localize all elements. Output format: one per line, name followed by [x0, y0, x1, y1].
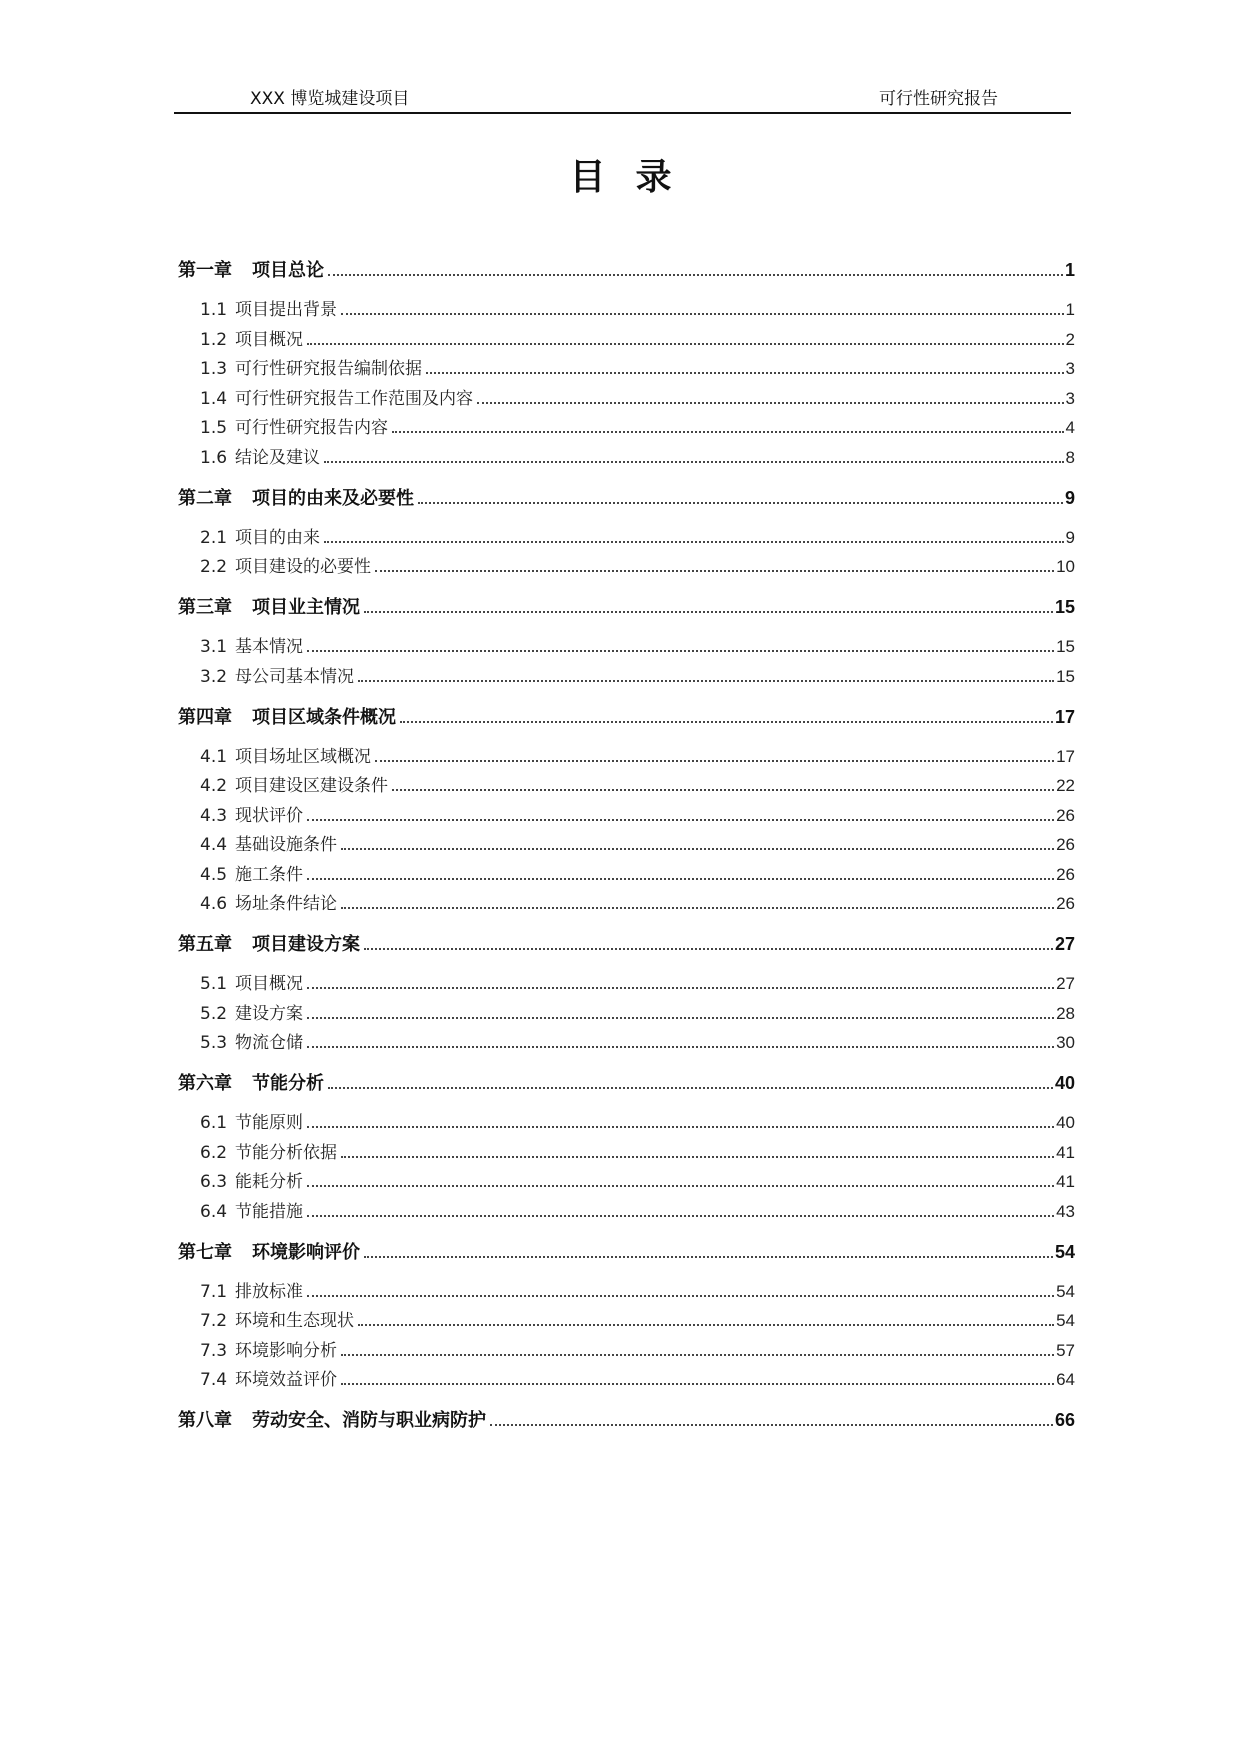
toc-entry-title: 节能原则	[235, 1113, 304, 1133]
toc-entry-title: 项目的由来	[235, 528, 321, 548]
toc-section-entry[interactable]	[200, 1368, 1075, 1392]
toc-page-number: 66	[1054, 1410, 1075, 1430]
header-report-type: 可行性研究报告	[879, 89, 998, 109]
toc-page-number: 26	[1056, 865, 1075, 884]
toc-chapter-entry[interactable]	[178, 1071, 1075, 1096]
toc-entry-number: 1.5	[200, 418, 228, 438]
toc-dot-leader	[341, 907, 1054, 909]
toc-entry-title: 项目建设方案	[252, 934, 360, 955]
toc-entry-title: 劳动安全、消防与职业病防护	[252, 1410, 486, 1431]
toc-entry-number: 1.2	[200, 330, 228, 350]
toc-entry-title: 建设方案	[235, 1004, 304, 1024]
toc-entry-number: 4.6	[200, 894, 228, 914]
toc-page-number: 43	[1056, 1202, 1075, 1221]
toc-entry-title: 母公司基本情况	[235, 667, 355, 687]
toc-entry-title: 环境影响评价	[252, 1242, 360, 1263]
toc-dot-leader	[307, 1126, 1054, 1128]
toc-page-number: 22	[1056, 776, 1075, 795]
toc-chapter-entry[interactable]	[178, 1408, 1075, 1433]
toc-chapter-entry[interactable]	[178, 258, 1075, 283]
toc-section-entry[interactable]	[200, 972, 1075, 996]
toc-dot-leader	[307, 1295, 1054, 1297]
toc-page-number: 9	[1065, 528, 1075, 547]
toc-dot-leader	[341, 1354, 1054, 1356]
toc-entry-number: 第八章	[178, 1410, 232, 1431]
toc-entry-number: 4.4	[200, 835, 228, 855]
toc-page-number: 54	[1054, 1242, 1075, 1262]
toc-entry-title: 基本情况	[235, 637, 304, 657]
toc-dot-leader	[307, 1185, 1054, 1187]
toc-dot-leader	[307, 878, 1054, 880]
toc-entry-title: 环境效益评价	[235, 1370, 338, 1390]
toc-entry-number: 7.3	[200, 1341, 228, 1361]
toc-title: 目录	[569, 156, 702, 198]
toc-page-number: 30	[1056, 1033, 1075, 1052]
toc-entry-title: 项目概况	[235, 974, 304, 994]
toc-page-number: 1	[1065, 300, 1075, 319]
toc-entry-number: 4.3	[200, 806, 228, 826]
toc-page-number: 57	[1056, 1341, 1075, 1360]
toc-entry-title: 项目场址区域概况	[235, 747, 372, 767]
toc-section-entry[interactable]	[200, 1111, 1075, 1135]
toc-entry-number: 6.1	[200, 1113, 228, 1133]
toc-entry-title: 节能分析	[252, 1073, 324, 1094]
toc-entry-title: 环境和生态现状	[235, 1311, 355, 1331]
toc-page-number: 17	[1056, 747, 1075, 766]
toc-entry-number: 第五章	[178, 934, 232, 955]
toc-entry-number: 第七章	[178, 1242, 232, 1263]
toc-entry-number: 7.1	[200, 1282, 228, 1302]
toc-dot-leader	[307, 819, 1054, 821]
toc-dot-leader	[364, 611, 1053, 613]
toc-entry-title: 可行性研究报告编制依据	[235, 359, 423, 379]
toc-entry-number: 2.1	[200, 528, 228, 548]
toc-entry-number: 2.2	[200, 557, 228, 577]
toc-entry-title: 场址条件结论	[235, 894, 338, 914]
toc-entry-number: 5.2	[200, 1004, 228, 1024]
toc-dot-leader	[324, 541, 1063, 543]
toc-entry-title: 施工条件	[235, 865, 304, 885]
toc-section-entry[interactable]	[200, 328, 1075, 352]
toc-dot-leader	[328, 1087, 1053, 1089]
toc-entry-title: 项目业主情况	[252, 597, 360, 618]
toc-entry-title: 能耗分析	[235, 1172, 304, 1192]
toc-dot-leader	[392, 789, 1054, 791]
toc-page-number: 2	[1065, 330, 1075, 349]
header-project-name: XXX 博览城建设项目	[250, 89, 410, 109]
toc-section-entry[interactable]	[200, 1280, 1075, 1304]
toc-dot-leader	[324, 461, 1063, 463]
toc-page-number: 26	[1056, 806, 1075, 825]
toc-entry-number: 5.3	[200, 1033, 228, 1053]
toc-page-number: 3	[1065, 359, 1075, 378]
toc-page-number: 9	[1064, 488, 1075, 508]
toc-entry-title: 物流仓储	[235, 1033, 304, 1053]
toc-entry-number: 4.2	[200, 776, 228, 796]
toc-dot-leader	[426, 372, 1063, 374]
toc-entry-number: 3.2	[200, 667, 228, 687]
toc-section-entry[interactable]	[200, 833, 1075, 857]
toc-entry-number: 4.1	[200, 747, 228, 767]
toc-section-entry[interactable]	[200, 1002, 1075, 1026]
toc-dot-leader	[400, 721, 1053, 723]
toc-dot-leader	[307, 343, 1063, 345]
toc-dot-leader	[490, 1424, 1053, 1426]
toc-dot-leader	[358, 680, 1054, 682]
toc-entry-number: 7.4	[200, 1370, 228, 1390]
toc-page-number: 40	[1056, 1113, 1075, 1132]
toc-dot-leader	[341, 848, 1054, 850]
toc-section-entry[interactable]	[200, 892, 1075, 916]
toc-section-entry[interactable]	[200, 387, 1075, 411]
toc-page-number: 10	[1056, 557, 1075, 576]
toc-page-number: 54	[1056, 1282, 1075, 1301]
toc-entry-number: 6.4	[200, 1202, 228, 1222]
toc-dot-leader	[364, 948, 1053, 950]
toc-section-entry[interactable]	[200, 446, 1075, 470]
toc-dot-leader	[307, 1046, 1054, 1048]
toc-dot-leader	[307, 1017, 1054, 1019]
toc-section-entry[interactable]	[200, 745, 1075, 769]
toc-page-number: 27	[1056, 974, 1075, 993]
toc-section-entry[interactable]	[200, 555, 1075, 579]
toc-dot-leader	[375, 570, 1054, 572]
toc-entry-number: 第三章	[178, 597, 232, 618]
toc-entry-title: 可行性研究报告工作范围及内容	[235, 389, 474, 409]
toc-dot-leader	[341, 313, 1063, 315]
toc-entry-title: 排放标准	[235, 1282, 304, 1302]
toc-entry-title: 项目提出背景	[235, 300, 338, 320]
toc-section-entry[interactable]	[200, 635, 1075, 659]
toc-entry-title: 项目区域条件概况	[252, 707, 396, 728]
toc-entry-number: 6.3	[200, 1172, 228, 1192]
toc-section-entry[interactable]	[200, 416, 1075, 440]
toc-page-number: 54	[1056, 1311, 1075, 1330]
toc-page-number: 26	[1056, 835, 1075, 854]
toc-chapter-entry[interactable]	[178, 1240, 1075, 1265]
toc-page-number: 15	[1056, 637, 1075, 656]
toc-entry-title: 结论及建议	[235, 448, 321, 468]
toc-section-entry[interactable]	[200, 1200, 1075, 1224]
toc-page-number: 3	[1065, 389, 1075, 408]
toc-chapter-entry[interactable]	[178, 932, 1075, 957]
toc-entry-title: 环境影响分析	[235, 1341, 338, 1361]
toc-entry-number: 7.2	[200, 1311, 228, 1331]
toc-chapter-entry[interactable]	[178, 595, 1075, 620]
toc-page-number: 41	[1056, 1143, 1075, 1162]
toc-entry-number: 1.4	[200, 389, 228, 409]
toc-section-entry[interactable]	[200, 298, 1075, 322]
toc-section-entry[interactable]	[200, 1141, 1075, 1165]
toc-page-number: 41	[1056, 1172, 1075, 1191]
toc-dot-leader	[307, 987, 1054, 989]
toc-page-number: 8	[1065, 448, 1075, 467]
toc-entry-number: 第四章	[178, 707, 232, 728]
toc-entry-title: 项目总论	[252, 260, 324, 281]
toc-dot-leader	[392, 431, 1063, 433]
toc-entry-number: 第一章	[178, 260, 232, 281]
toc-section-entry[interactable]	[200, 774, 1075, 798]
toc-entry-number: 5.1	[200, 974, 228, 994]
toc-dot-leader	[477, 402, 1063, 404]
toc-section-entry[interactable]	[200, 1170, 1075, 1194]
toc-dot-leader	[418, 502, 1063, 504]
toc-page-number: 64	[1056, 1370, 1075, 1389]
toc-chapter-entry[interactable]	[178, 486, 1075, 511]
toc-dot-leader	[307, 650, 1054, 652]
toc-entry-title: 节能措施	[235, 1202, 304, 1222]
toc-page-number: 15	[1054, 597, 1075, 617]
toc-entry-number: 3.1	[200, 637, 228, 657]
toc-page-number: 28	[1056, 1004, 1075, 1023]
toc-section-entry[interactable]	[200, 863, 1075, 887]
toc-entry-number: 6.2	[200, 1143, 228, 1163]
toc-section-entry[interactable]	[200, 665, 1075, 689]
toc-dot-leader	[364, 1256, 1053, 1258]
toc-section-entry[interactable]	[200, 1339, 1075, 1363]
toc-entry-title: 项目概况	[235, 330, 304, 350]
toc-page-number: 17	[1054, 707, 1075, 727]
toc-section-entry[interactable]	[200, 1031, 1075, 1055]
toc-dot-leader	[375, 760, 1054, 762]
toc-entry-title: 项目的由来及必要性	[252, 488, 414, 509]
toc-entry-number: 1.3	[200, 359, 228, 379]
toc-entry-number: 1.6	[200, 448, 228, 468]
toc-entry-title: 现状评价	[235, 806, 304, 826]
toc-entry-number: 第二章	[178, 488, 232, 509]
toc-page-number: 27	[1054, 934, 1075, 954]
toc-page-number: 1	[1064, 260, 1075, 280]
toc-section-entry[interactable]	[200, 1309, 1075, 1333]
toc-page-number: 40	[1054, 1073, 1075, 1093]
toc-entry-title: 节能分析依据	[235, 1143, 338, 1163]
toc-section-entry[interactable]	[200, 804, 1075, 828]
toc-dot-leader	[358, 1324, 1054, 1326]
toc-entry-title: 项目建设的必要性	[235, 557, 372, 577]
toc-entry-title: 基础设施条件	[235, 835, 338, 855]
toc-entry-title: 项目建设区建设条件	[235, 776, 389, 796]
toc-entry-number: 4.5	[200, 865, 228, 885]
toc-entry-title: 可行性研究报告内容	[235, 418, 389, 438]
toc-dot-leader	[341, 1383, 1054, 1385]
toc-section-entry[interactable]	[200, 526, 1075, 550]
toc-entry-number: 第六章	[178, 1073, 232, 1094]
toc-page-number: 26	[1056, 894, 1075, 913]
toc-dot-leader	[328, 274, 1063, 276]
toc-page-number: 15	[1056, 667, 1075, 686]
toc-section-entry[interactable]	[200, 357, 1075, 381]
toc-chapter-entry[interactable]	[178, 705, 1075, 730]
toc-page-number: 4	[1065, 418, 1075, 437]
toc-dot-leader	[307, 1215, 1054, 1217]
toc-entry-number: 1.1	[200, 300, 228, 320]
toc-dot-leader	[341, 1156, 1054, 1158]
